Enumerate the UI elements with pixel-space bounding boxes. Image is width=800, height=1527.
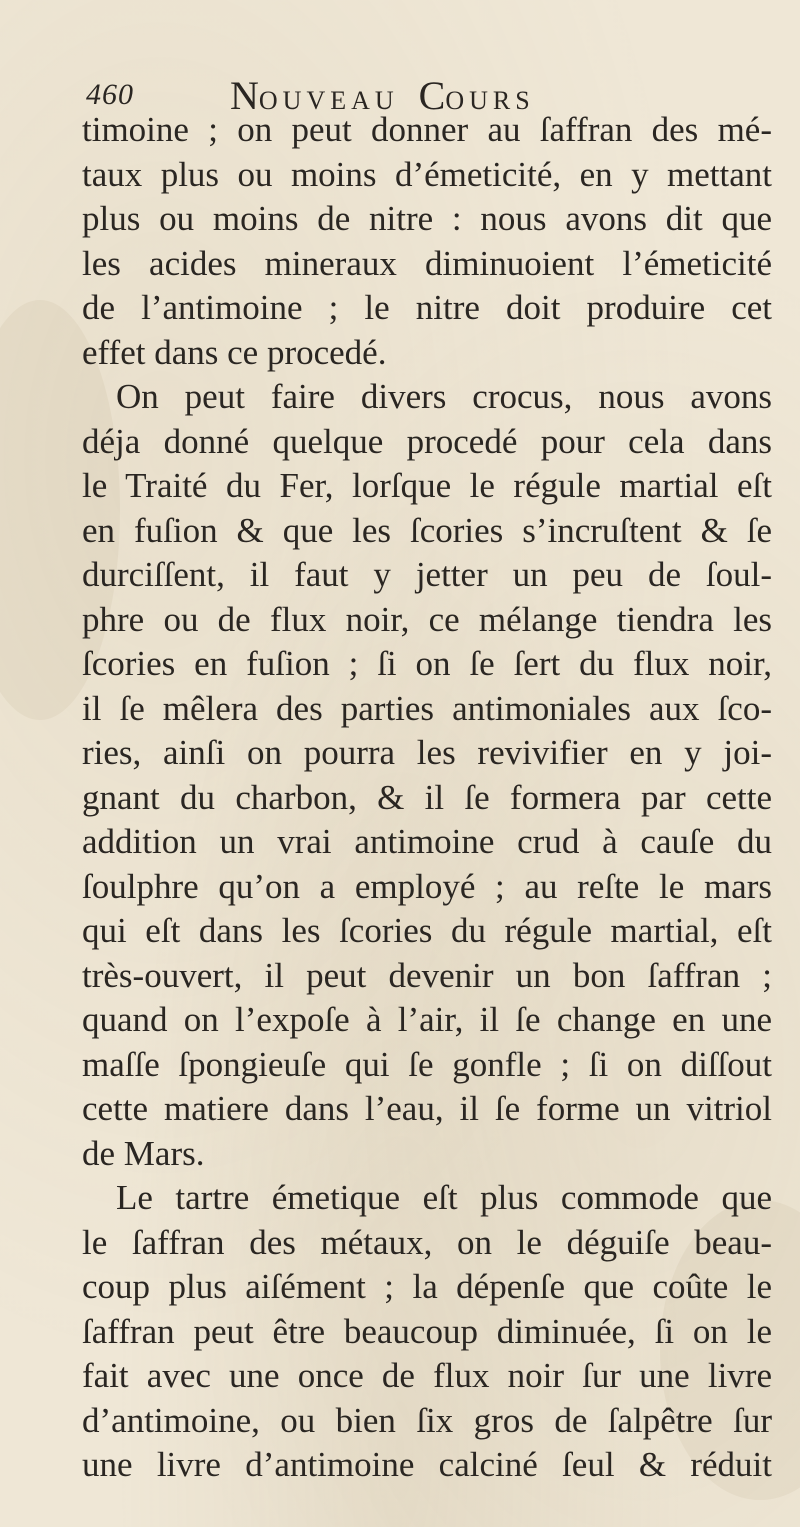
text-line: en fuſion & que les ſcories s’incruſtent & ſe [82, 510, 772, 550]
text-line: de Mars. [82, 1133, 205, 1173]
running-head-initial: C [418, 73, 446, 118]
running-head-initial: N [230, 73, 259, 118]
body-text [82, 108, 772, 1488]
text-line: cette matiere dans l’eau, il ſe forme un vitriol [82, 1089, 772, 1128]
text-line: le ſaffran des métaux, on le déguiſe beau- [82, 1222, 772, 1262]
text-line: ries, ainſi on pourra les revivifier en y joi- [82, 733, 772, 772]
text-line: Le tartre émetique eſt plus commode que [116, 1178, 772, 1217]
text-line: addition un vrai antimoine crud à cauſe du [82, 822, 772, 861]
text-line: maſſe ſpongieuſe qui ſe gonfle ; ſi on diſſout [82, 1044, 772, 1084]
text-line: qui eſt dans les ſcories du régule martial, eſt [82, 911, 772, 950]
text-line: On peut faire divers crocus, nous avons [116, 377, 772, 416]
text-line: les acides mineraux diminuoient l’émeticité [82, 243, 772, 283]
text-line: d’antimoine, ou bien ſix gros de ſalpêtre ſur [82, 1400, 772, 1440]
text-line: ſcories en fuſion ; ſi on ſe ſert du flux noir, [82, 644, 772, 683]
text-line: gnant du charbon, & il ſe formera par cette [82, 777, 772, 817]
text-line: coup plus aiſément ; la dépenſe que coûte le [82, 1267, 772, 1306]
text-line: phre ou de flux noir, ce mélange tiendra les [82, 599, 772, 639]
running-head-word: OUVEAU [258, 86, 399, 115]
text-line: taux plus ou moins d’émeticité, en y mettant [82, 154, 772, 194]
text-line: ſoulphre qu’on a employé ; au reſte le mars [82, 866, 772, 906]
text-line: il ſe mêlera des parties antimoniales aux ſco- [82, 688, 772, 728]
text-line: une livre d’antimoine calciné ſeul & réduit [82, 1445, 772, 1484]
text-line: de l’antimoine ; le nitre doit produire cet [82, 288, 772, 327]
running-head-word: OURS [445, 86, 535, 115]
text-line: quand on l’expoſe à l’air, il ſe change en une [82, 1000, 772, 1039]
text-line: durciſſent, il faut y jetter un peu de ſoul- [82, 555, 772, 594]
text-line: très-ouvert, il peut devenir un bon ſaffran ; [82, 955, 772, 995]
text-line: le Traité du Fer, lorſque le régule martial eſt [82, 466, 772, 505]
text-line: plus ou moins de nitre : nous avons dit que [82, 199, 772, 238]
text-line: déja donné quelque procedé pour cela dans [82, 421, 772, 461]
text-line: ſaffran peut être beaucoup diminuée, ſi on le [82, 1311, 772, 1351]
text-line: fait avec une once de flux noir ſur une livre [82, 1356, 772, 1395]
text-line: timoine ; on peut donner au ſaffran des mé- [82, 110, 772, 149]
page-number: 460 [86, 78, 134, 111]
text-line: effet dans ce procedé. [82, 332, 387, 372]
